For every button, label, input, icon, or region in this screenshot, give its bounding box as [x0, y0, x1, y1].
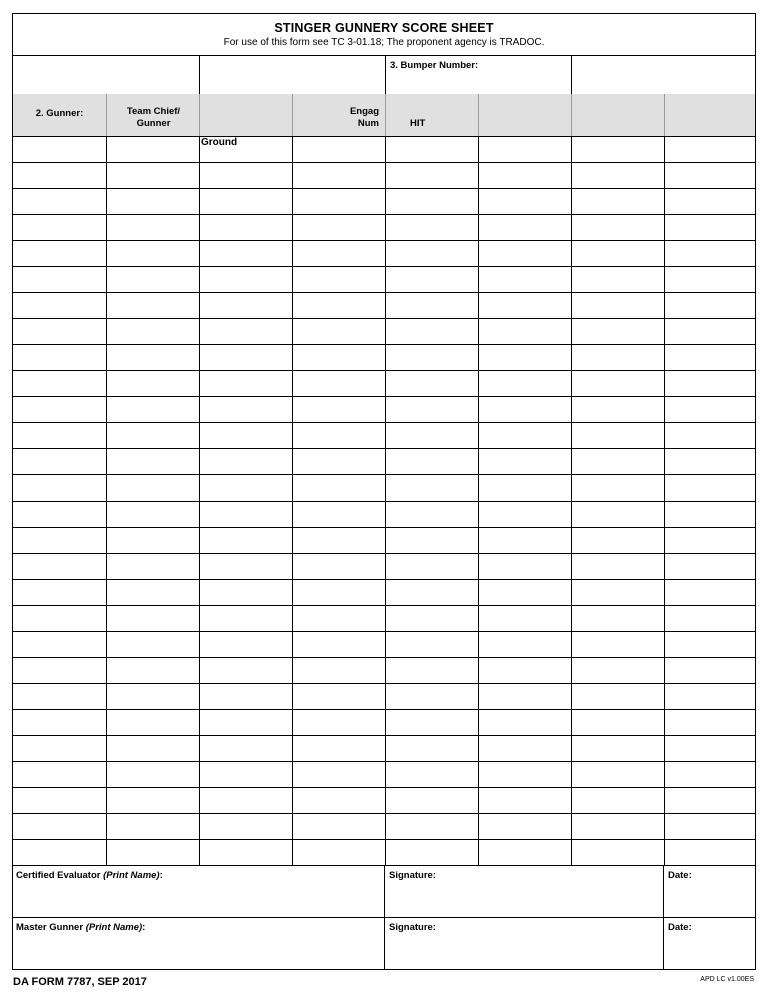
bumper-number-value[interactable] — [571, 55, 755, 94]
header-hit-label: HIT — [410, 118, 426, 129]
row-divider — [13, 474, 755, 475]
score-sheet-form — [12, 13, 756, 970]
row-divider — [13, 292, 755, 293]
row-divider — [13, 527, 755, 528]
row-divider — [13, 501, 755, 502]
header-col-6 — [478, 94, 571, 136]
evaluator-signature-row[interactable] — [13, 865, 755, 917]
row-divider — [13, 735, 755, 736]
title-block — [13, 14, 755, 56]
row-divider — [13, 761, 755, 762]
form-subtitle: For use of this form see TC 3-01.18; The proponent agency is TRADOC. — [223, 37, 545, 48]
row-divider — [13, 162, 755, 163]
master-gunner-signature-row[interactable] — [13, 917, 755, 969]
column-divider — [664, 136, 665, 865]
evaluator-signature-label: Signature: — [389, 870, 436, 881]
header-col-8 — [664, 94, 755, 136]
row-divider — [13, 396, 755, 397]
info-row — [13, 55, 755, 95]
column-divider — [478, 136, 479, 865]
row-divider — [13, 553, 755, 554]
row-divider — [13, 631, 755, 632]
header-engagement-label: Engag Num — [349, 106, 379, 129]
info-field-1[interactable] — [13, 55, 199, 94]
row-divider — [13, 344, 755, 345]
column-divider — [385, 136, 386, 865]
row-divider — [13, 683, 755, 684]
header-team-chief — [106, 94, 199, 136]
header-col-3 — [199, 94, 292, 136]
row-divider — [13, 422, 755, 423]
row-divider — [13, 657, 755, 658]
row-divider — [13, 579, 755, 580]
info-field-2[interactable] — [199, 55, 385, 94]
row-divider — [13, 266, 755, 267]
row-divider — [13, 605, 755, 606]
row-divider — [13, 709, 755, 710]
column-divider — [106, 136, 107, 865]
row-divider — [13, 318, 755, 319]
column-divider — [571, 136, 572, 865]
master-signature-label: Signature: — [389, 922, 436, 933]
bumper-number-label: 3. Bumper Number: — [390, 60, 479, 71]
row-divider — [13, 214, 755, 215]
row-divider — [13, 370, 755, 371]
header-team-chief-label: Team Chief/ Gunner — [126, 106, 181, 129]
header-engagement-number — [292, 94, 385, 136]
row-divider — [13, 188, 755, 189]
ground-label: Ground — [201, 137, 238, 148]
header-col-7 — [571, 94, 664, 136]
row-divider — [13, 839, 755, 840]
row-divider — [13, 813, 755, 814]
evaluator-label: Certified Evaluator (Print Name): — [16, 870, 163, 881]
row-divider — [13, 240, 755, 241]
master-date-label: Date: — [668, 922, 692, 933]
form-title: STINGER GUNNERY SCORE SHEET — [274, 21, 494, 35]
score-grid[interactable] — [13, 136, 755, 865]
header-gunner-label: 2. Gunner: — [35, 108, 84, 119]
row-divider — [13, 448, 755, 449]
bumper-number-field[interactable] — [385, 55, 571, 94]
header-hit — [385, 94, 478, 136]
master-gunner-label: Master Gunner (Print Name): — [16, 922, 146, 933]
form-number: DA FORM 7787, SEP 2017 — [13, 976, 147, 988]
evaluator-date-label: Date: — [668, 870, 692, 881]
column-divider — [292, 136, 293, 865]
column-divider — [199, 136, 200, 865]
header-gunner — [13, 94, 106, 136]
form-version: APD LC v1.00ES — [700, 976, 754, 983]
row-divider — [13, 787, 755, 788]
table-header — [13, 94, 755, 137]
